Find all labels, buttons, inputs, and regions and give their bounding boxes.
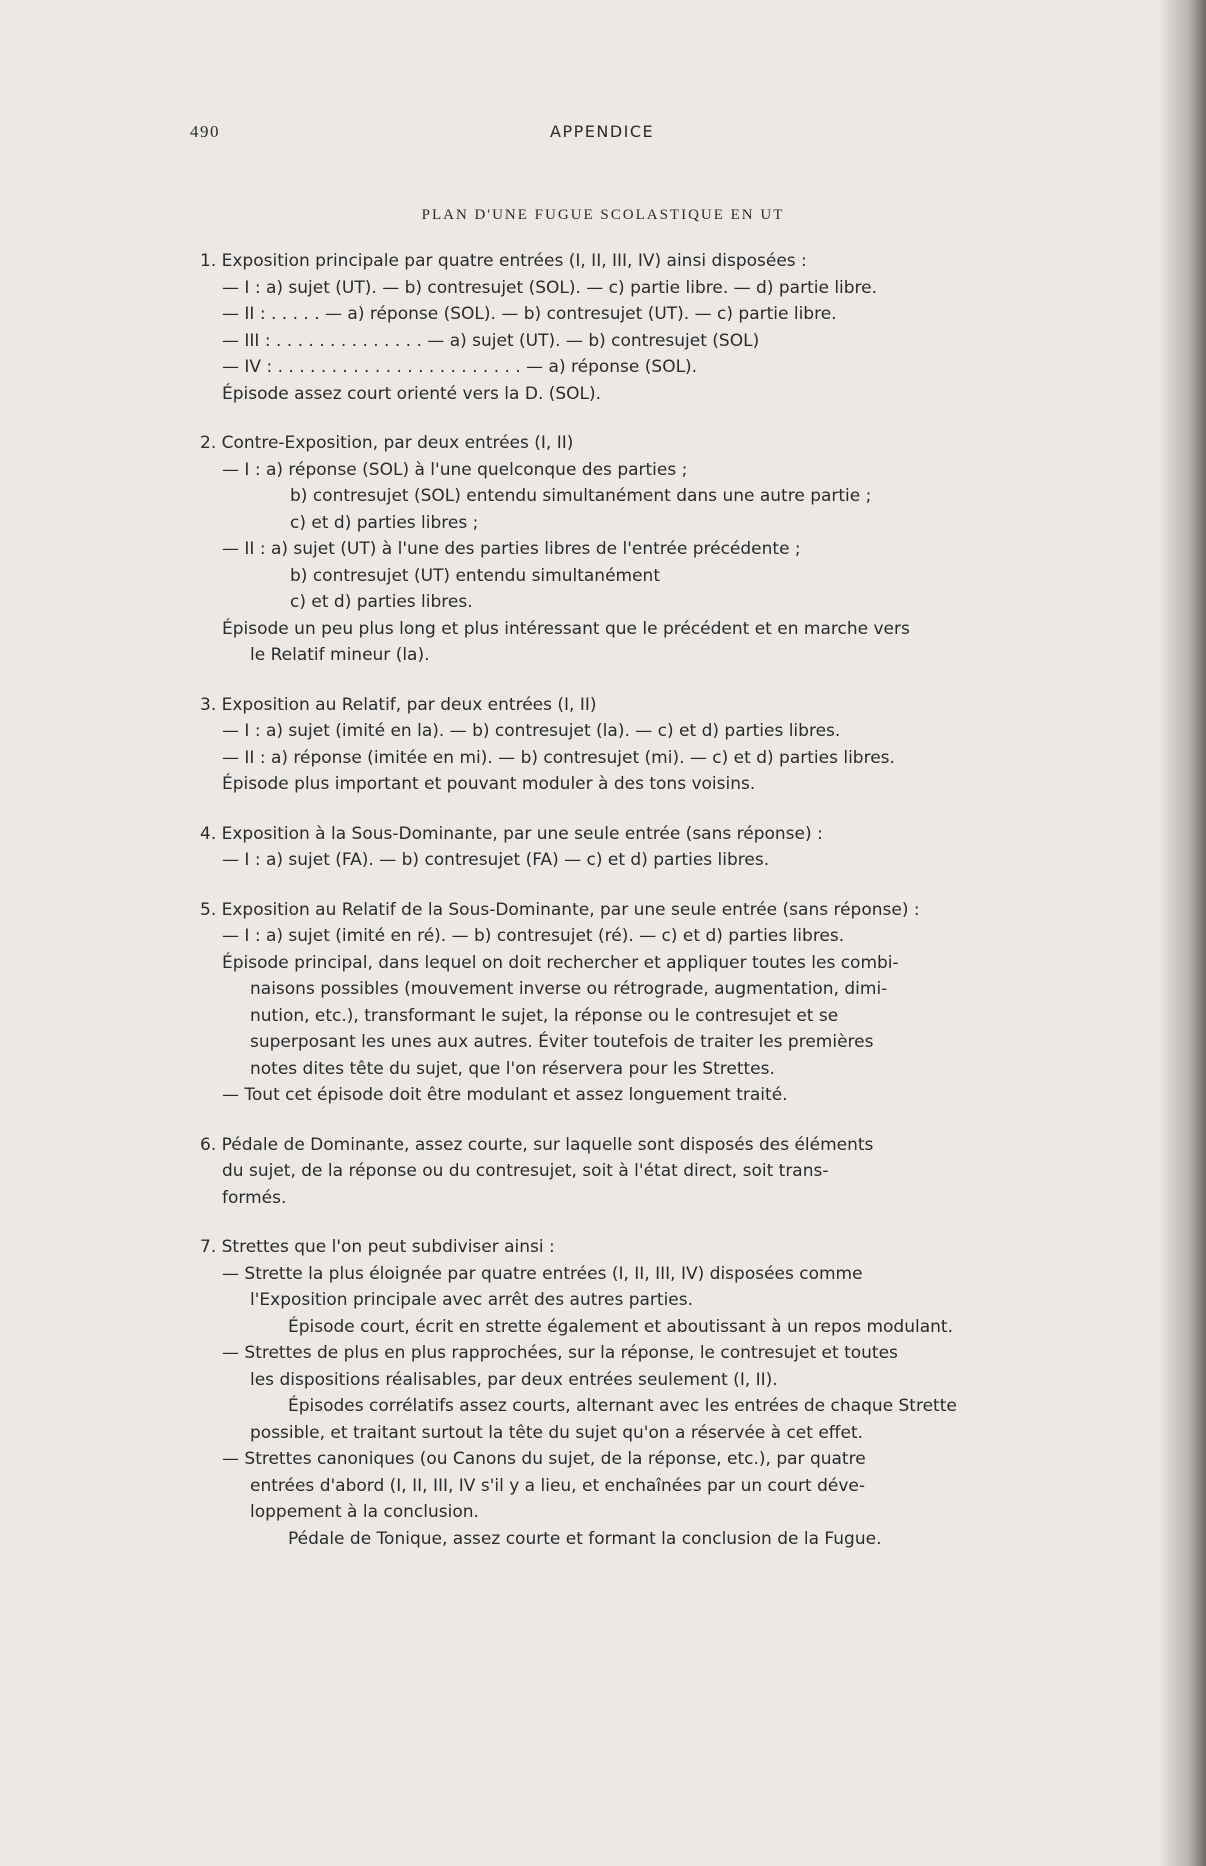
section-1-line: 1. Exposition principale par quatre entrées (I, II, III, IV) ainsi disposées : <box>200 251 807 271</box>
section-1 <box>200 248 1080 407</box>
section-2-line: le Relatif mineur (la). <box>250 645 430 665</box>
section-1-line: Épisode assez court orienté vers la D. (SOL). <box>222 383 602 404</box>
section-5-line: — I : a) sujet (imité en ré). — b) contresujet (ré). — c) et d) parties libres. <box>222 926 845 946</box>
section-5 <box>200 897 1080 1109</box>
section-3 <box>200 692 1080 798</box>
section-6-line: formés. <box>222 1187 287 1208</box>
section-2-line: b) contresujet (UT) entendu simultanément <box>290 565 660 586</box>
section-7-line: — Strettes de plus en plus rapprochées, sur la réponse, le contresujet et toutes <box>222 1343 898 1363</box>
section-2-line: c) et d) parties libres. <box>290 592 473 612</box>
section-2-line: b) contresujet (SOL) entendu simultanément dans une autre partie ; <box>290 486 872 506</box>
section-1-line: — I : a) sujet (UT). — b) contresujet (SOL). — c) partie libre. — d) partie libre. <box>222 277 878 298</box>
section-7-line: Épisodes corrélatifs assez courts, alternant avec les entrées de chaque Strette <box>288 1396 957 1416</box>
section-1-line: — IV : . . . . . . . . . . . . . . . . . . . . . . . — a) réponse (SOL). <box>222 357 698 377</box>
section-2-line: Épisode un peu plus long et plus intéressant que le précédent et en marche vers <box>222 618 910 639</box>
section-7-line: — Strettes canoniques (ou Canons du sujet, de la réponse, etc.), par quatre <box>222 1449 866 1469</box>
section-2-line: 2. Contre-Exposition, par deux entrées (I, II) <box>200 433 574 453</box>
section-3-line: — I : a) sujet (imité en la). — b) contresujet (la). — c) et d) parties libres. <box>222 721 841 741</box>
section-4-line: — I : a) sujet (FA). — b) contresujet (FA) — c) et d) parties libres. <box>222 850 770 870</box>
section-7 <box>200 1234 1080 1552</box>
section-6-line: 6. Pédale de Dominante, assez courte, sur laquelle sont disposés des éléments <box>200 1134 874 1155</box>
section-3-line: Épisode plus important et pouvant moduler à des tons voisins. <box>222 774 756 794</box>
page-number: 490 <box>190 122 220 141</box>
plan-content <box>200 248 1080 1575</box>
section-5-line: 5. Exposition au Relatif de la Sous-Dominante, par une seule entrée (sans réponse) : <box>200 899 920 920</box>
section-3-line: — II : a) réponse (imitée en mi). — b) contresujet (mi). — c) et d) parties libres. <box>222 747 895 768</box>
section-4 <box>200 821 1080 874</box>
section-7-line: les dispositions réalisables, par deux entrées seulement (I, II). <box>250 1369 778 1390</box>
section-5-line: Épisode principal, dans lequel on doit rechercher et appliquer toutes les combi- <box>222 952 899 973</box>
section-6 <box>200 1132 1080 1212</box>
section-7-line: — Strette la plus éloignée par quatre entrées (I, II, III, IV) disposées comme <box>222 1263 863 1284</box>
section-5-line: — Tout cet épisode doit être modulant et assez longuement traité. <box>222 1085 788 1105</box>
section-5-line: notes dites tête du sujet, que l'on réservera pour les Strettes. <box>250 1058 775 1079</box>
section-1-line: — II : . . . . . — a) réponse (SOL). — b) contresujet (UT). — c) partie libre. <box>222 304 837 324</box>
section-7-line: possible, et traitant surtout la tête du sujet qu'on a réservée à cet effet. <box>250 1422 864 1443</box>
section-2-line: c) et d) parties libres ; <box>290 512 479 533</box>
section-7-line: 7. Strettes que l'on peut subdiviser ainsi : <box>200 1237 555 1257</box>
section-5-line: superposant les unes aux autres. Éviter toutefois de traiter les premières <box>250 1032 874 1052</box>
section-3-line: 3. Exposition au Relatif, par deux entrées (I, II) <box>200 694 597 715</box>
section-7-line: loppement à la conclusion. <box>250 1502 479 1522</box>
section-2 <box>200 430 1080 669</box>
section-7-line: l'Exposition principale avec arrêt des autres parties. <box>250 1290 694 1310</box>
section-1-line: — III : . . . . . . . . . . . . . . — a) sujet (UT). — b) contresujet (SOL) <box>222 330 760 351</box>
section-6-line: du sujet, de la réponse ou du contresujet, soit à l'état direct, soit trans- <box>222 1161 829 1181</box>
section-5-line: nution, etc.), transformant le sujet, la réponse ou le contresujet et se <box>250 1005 839 1026</box>
section-7-line: entrées d'abord (I, II, III, IV s'il y a lieu, et enchaînées par un court déve- <box>250 1475 866 1496</box>
section-2-line: — I : a) réponse (SOL) à l'une quelconque des parties ; <box>222 459 688 480</box>
plan-title: PLAN D'UNE FUGUE SCOLASTIQUE EN UT <box>421 207 785 223</box>
section-7-line: Épisode court, écrit en strette également et aboutissant à un repos modulant. <box>288 1316 953 1337</box>
running-title: APPENDICE <box>550 122 655 141</box>
section-7-line: Pédale de Tonique, assez courte et formant la conclusion de la Fugue. <box>288 1528 882 1549</box>
section-2-line: — II : a) sujet (UT) à l'une des parties libres de l'entrée précédente ; <box>222 539 801 559</box>
section-4-line: 4. Exposition à la Sous-Dominante, par une seule entrée (sans réponse) : <box>200 823 823 844</box>
section-5-line: naisons possibles (mouvement inverse ou rétrograde, augmentation, dimi- <box>250 979 888 999</box>
